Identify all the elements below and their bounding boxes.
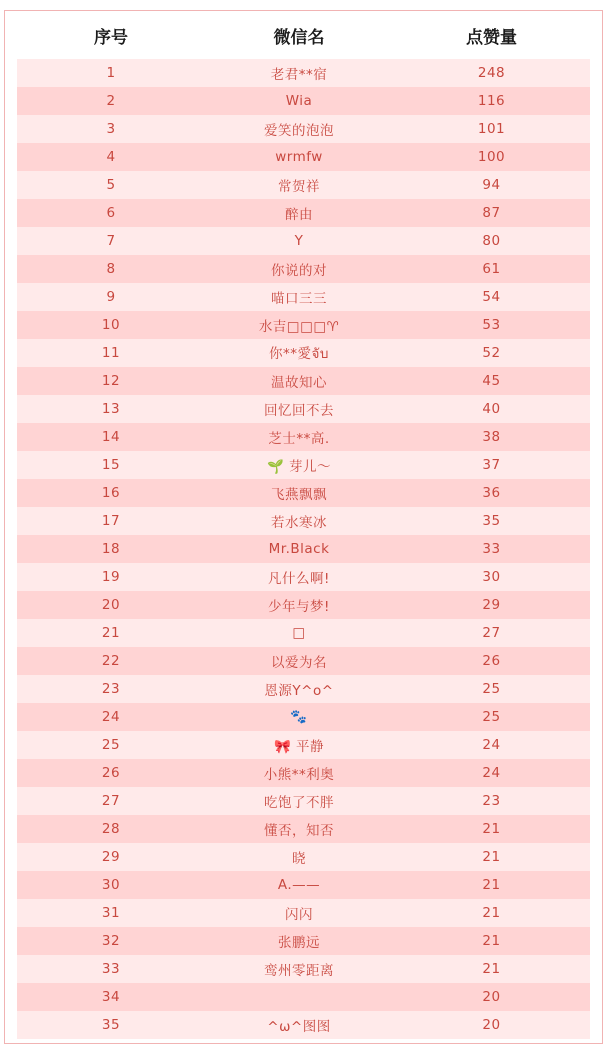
row-wechat-name: Wia [285, 93, 313, 109]
row-like-count: 37 [482, 457, 501, 473]
table-row [17, 563, 590, 591]
row-wechat-name: 🎀 平静 [273, 739, 325, 755]
header-name: 微信名 [273, 27, 325, 48]
row-wechat-name: 老君**宿 [270, 67, 328, 83]
row-like-count: 21 [482, 877, 501, 893]
row-like-count: 116 [477, 93, 506, 109]
table-row [17, 479, 590, 507]
row-like-count: 25 [482, 681, 501, 697]
table-row [17, 703, 590, 731]
row-like-count: 21 [482, 933, 501, 949]
table-row [17, 647, 590, 675]
table-row [17, 339, 590, 367]
row-index: 15 [101, 457, 121, 473]
row-like-count: 61 [482, 261, 501, 277]
row-index: 22 [101, 653, 121, 669]
row-wechat-name: 飞燕飘飘 [271, 487, 327, 503]
table-row [17, 731, 590, 759]
row-index: 13 [101, 401, 121, 417]
row-like-count: 20 [482, 1017, 501, 1033]
table-row [17, 199, 590, 227]
header-index: 序号 [94, 27, 128, 48]
row-index: 21 [101, 625, 121, 641]
row-index: 8 [106, 261, 116, 277]
table-row [17, 591, 590, 619]
row-index: 30 [101, 877, 121, 893]
row-wechat-name: 吃饱了不胖 [264, 795, 334, 811]
table-row [17, 255, 590, 283]
row-wechat-name: 少年与梦! [268, 599, 330, 615]
row-like-count: 26 [482, 653, 501, 669]
table-row [17, 115, 590, 143]
table-row [17, 675, 590, 703]
row-wechat-name: 芝士**高. [268, 431, 330, 447]
ranking-table [4, 10, 603, 1044]
table-row [17, 815, 590, 843]
row-index: 20 [101, 597, 121, 613]
table-row [17, 451, 590, 479]
row-wechat-name: 凡什么啊! [268, 571, 330, 587]
table-row [17, 311, 590, 339]
row-index: 11 [101, 345, 121, 361]
row-index: 34 [101, 989, 121, 1005]
row-index: 33 [101, 961, 121, 977]
table-row [17, 843, 590, 871]
table-row [17, 171, 590, 199]
row-like-count: 52 [482, 345, 501, 361]
row-like-count: 35 [482, 513, 501, 529]
row-wechat-name: 你**愛จับ [269, 346, 329, 362]
row-like-count: 248 [477, 65, 506, 81]
row-like-count: 25 [482, 709, 501, 725]
row-index: 9 [106, 289, 116, 305]
row-like-count: 20 [482, 989, 501, 1005]
row-like-count: 80 [482, 233, 501, 249]
row-wechat-name: Mr.Black [268, 541, 330, 557]
table-row [17, 59, 590, 87]
row-like-count: 36 [482, 485, 501, 501]
row-wechat-name: 懂否，知否 [264, 823, 334, 839]
row-like-count: 100 [477, 149, 506, 165]
table-row [17, 395, 590, 423]
table-row [17, 1011, 590, 1039]
table-row [17, 899, 590, 927]
row-index: 24 [101, 709, 121, 725]
row-index: 35 [101, 1017, 121, 1033]
row-like-count: 33 [482, 541, 501, 557]
row-like-count: 30 [482, 569, 501, 585]
row-wechat-name: 水吉□□□♈ [258, 319, 340, 335]
row-wechat-name: 喵口三三 [271, 291, 327, 307]
table-row [17, 535, 590, 563]
row-wechat-name: 若水寒冰 [271, 515, 327, 531]
row-like-count: 101 [477, 121, 506, 137]
row-index: 26 [101, 765, 121, 781]
row-wechat-name: 🐾 [290, 709, 308, 725]
row-index: 3 [106, 121, 116, 137]
row-index: 32 [101, 933, 121, 949]
row-wechat-name: 你说的对 [271, 263, 327, 279]
row-wechat-name: 回忆回不去 [264, 403, 334, 419]
row-index: 19 [101, 569, 121, 585]
row-wechat-name: 爱笑的泡泡 [264, 123, 334, 139]
row-index: 23 [101, 681, 121, 697]
row-like-count: 53 [482, 317, 501, 333]
row-wechat-name: 闪闪 [285, 907, 313, 923]
row-index: 29 [101, 849, 121, 865]
table-row [17, 143, 590, 171]
row-like-count: 87 [482, 205, 501, 221]
row-wechat-name: 张鹏远 [278, 935, 320, 951]
row-wechat-name: 常贺祥 [278, 179, 320, 195]
row-wechat-name: 小熊**利奥 [263, 767, 335, 783]
table-header [17, 11, 590, 59]
row-wechat-name: 鸾州零距离 [264, 963, 334, 979]
table-row [17, 227, 590, 255]
row-like-count: 21 [482, 961, 501, 977]
table-row [17, 871, 590, 899]
row-index: 18 [101, 541, 121, 557]
row-index: 31 [101, 905, 121, 921]
row-like-count: 21 [482, 849, 501, 865]
row-like-count: 24 [482, 765, 501, 781]
table-row [17, 283, 590, 311]
row-wechat-name: 温故知心 [271, 375, 327, 391]
table-body [17, 59, 590, 1039]
row-wechat-name: 晓 [292, 851, 306, 867]
row-index: 14 [101, 429, 121, 445]
row-index: 28 [101, 821, 121, 837]
header-likes: 点赞量 [466, 27, 517, 48]
row-like-count: 27 [482, 625, 501, 641]
table-row [17, 367, 590, 395]
row-index: 1 [106, 65, 116, 81]
row-wechat-name: 醉由 [285, 207, 313, 223]
row-index: 7 [106, 233, 116, 249]
table-row [17, 423, 590, 451]
row-like-count: 40 [482, 401, 501, 417]
row-like-count: 38 [482, 429, 501, 445]
row-wechat-name: □ [292, 625, 306, 641]
row-index: 4 [106, 149, 116, 165]
table-row [17, 955, 590, 983]
row-index: 16 [101, 485, 121, 501]
row-like-count: 23 [482, 793, 501, 809]
table-row [17, 759, 590, 787]
row-index: 12 [101, 373, 121, 389]
table-row [17, 927, 590, 955]
row-index: 6 [106, 205, 116, 221]
row-like-count: 29 [482, 597, 501, 613]
table-row [17, 507, 590, 535]
table-row [17, 619, 590, 647]
row-index: 27 [101, 793, 121, 809]
row-like-count: 94 [482, 177, 501, 193]
row-like-count: 54 [482, 289, 501, 305]
row-wechat-name: 以爱为名 [271, 655, 327, 671]
row-wechat-name: A.—— [277, 877, 321, 893]
table-row [17, 87, 590, 115]
row-like-count: 45 [482, 373, 501, 389]
table-row [17, 787, 590, 815]
row-index: 5 [106, 177, 116, 193]
row-index: 10 [101, 317, 121, 333]
row-wechat-name: Y [294, 233, 304, 249]
table-row [17, 983, 590, 1011]
row-index: 2 [106, 93, 116, 109]
row-wechat-name: wrmfw [275, 149, 323, 165]
row-wechat-name: 恩源Y^o^ [264, 683, 334, 699]
row-index: 25 [101, 737, 121, 753]
row-wechat-name: ^ω^图图 [267, 1019, 331, 1035]
row-like-count: 21 [482, 905, 501, 921]
row-like-count: 24 [482, 737, 501, 753]
row-index: 17 [101, 513, 121, 529]
row-wechat-name: 🌱 芽儿～ [266, 459, 332, 475]
row-like-count: 21 [482, 821, 501, 837]
